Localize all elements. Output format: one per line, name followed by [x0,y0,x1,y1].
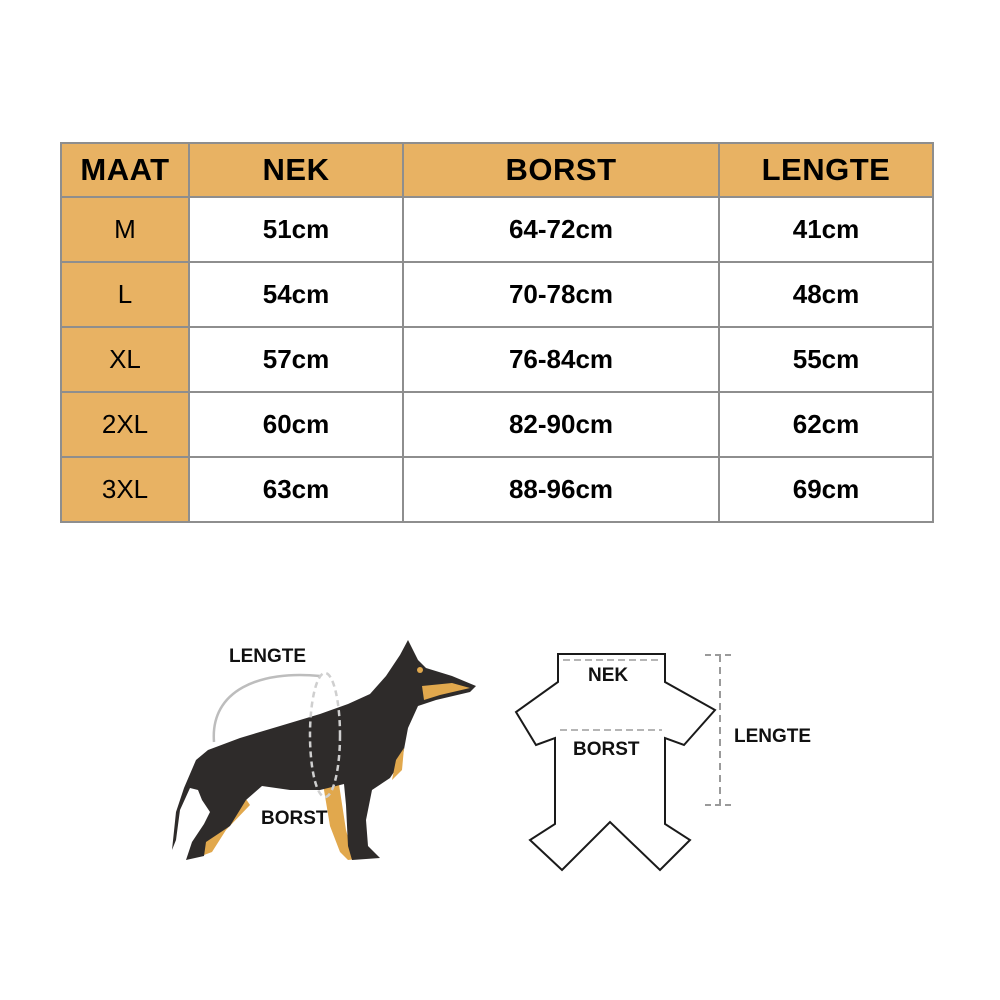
size-cell: 2XL [61,392,189,457]
garment-lengte-label: LENGTE [734,726,812,747]
header-nek: NEK [189,143,403,197]
garment-borst-label: BORST [573,739,640,760]
garment-length-dimension [705,655,735,805]
garment-outline [516,654,715,870]
lengte-cell: 55cm [719,327,933,392]
header-borst: BORST [403,143,719,197]
size-cell: 3XL [61,457,189,522]
lengte-cell: 48cm [719,262,933,327]
dog-lengte-label: LENGTE [229,646,307,667]
garment-nek-label: NEK [588,665,629,686]
dog-illustration [172,640,476,860]
borst-cell: 64-72cm [403,197,719,262]
header-lengte: LENGTE [719,143,933,197]
dog-borst-label: BORST [261,808,328,829]
borst-cell: 88-96cm [403,457,719,522]
dog-eye [417,667,423,673]
nek-cell: 60cm [189,392,403,457]
nek-cell: 54cm [189,262,403,327]
nek-cell: 57cm [189,327,403,392]
lengte-cell: 41cm [719,197,933,262]
nek-cell: 63cm [189,457,403,522]
borst-cell: 82-90cm [403,392,719,457]
lengte-cell: 69cm [719,457,933,522]
garment-illustration [516,654,811,870]
header-maat: MAAT [61,143,189,197]
nek-cell: 51cm [189,197,403,262]
size-cell: M [61,197,189,262]
borst-cell: 76-84cm [403,327,719,392]
size-cell: XL [61,327,189,392]
lengte-cell: 62cm [719,392,933,457]
size-cell: L [61,262,189,327]
borst-cell: 70-78cm [403,262,719,327]
